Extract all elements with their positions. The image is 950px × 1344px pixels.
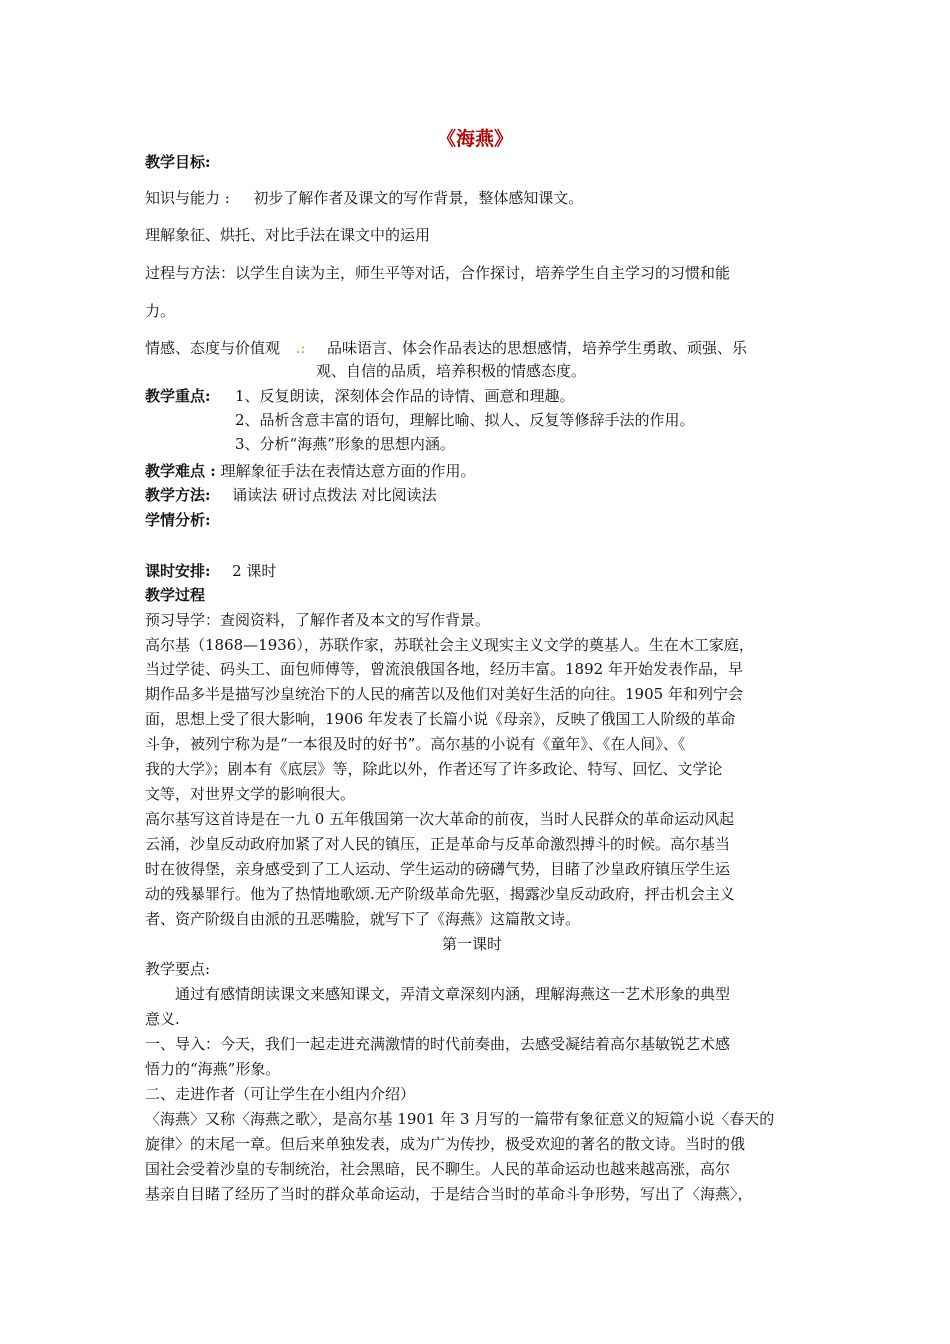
background-line: 云涌，沙皇反动政府加紧了对人民的镇压，正是革命与反革命激烈搏斗的时候。高尔基当 [145,835,731,853]
schedule-row [145,561,276,581]
background-line: 时在彼得堡，亲身感受到了工人运动、学生运动的磅礴气势，目睹了沙皇政府镇压学生运 [145,860,731,878]
lesson1-points-line: 意义. [145,1010,180,1028]
author-bio-line: 斗争，被列宁称为是“一本很及时的好书”。高尔基的小说有《童年》、《在人间》、《 [145,735,686,753]
key-points-label: 教学重点: [145,387,211,405]
process-heading: 教学过程 [145,586,206,604]
goal-emotion [145,338,747,358]
lesson1-points-line: 通过有感情朗读课文来感知课文，弄清文章深刻内涵，理解海燕这一艺术形象的典型 [175,985,731,1003]
goals-heading: 教学目标: [145,153,211,171]
key-point-item: 1、反复朗读，深刻体会作品的诗情、画意和理趣。 [235,387,575,405]
analysis-label: 学情分析: [145,511,211,529]
goal-knowledge-line2: 理解象征、烘托、对比手法在课文中的运用 [145,226,431,244]
goal-emotion-line2: 观、自信的品质，培养积极的情感态度。 [316,362,587,380]
lesson1-heading: 第一课时 [442,935,503,953]
difficulty-text: 理解象征手法在表情达意方面的作用。 [220,462,476,480]
background-line: 者、资产阶级自由派的丑恶嘴脸，就写下了《海燕》这篇散文诗。 [145,910,581,928]
schedule-label: 课时安排: [145,562,211,580]
methods-label: 教学方法: [145,486,211,504]
author-section-line: 基亲自目睹了经历了当时的群众革命运动，于是结合当时的革命斗争形势，写出了〈海燕〉， [145,1185,753,1203]
difficulty-label: 教学难点 : [145,462,216,480]
author-bio-line: 高尔基（1868—1936），苏联作家，苏联社会主义现实主义文学的奠基人。生在木工家庭， [145,636,754,654]
schedule-text: 2 课时 [232,562,277,580]
author-bio-line: 我的大学》；剧本有《底层》等，除此以外，作者还写了许多政论、特写、回忆、文学论 [145,760,723,778]
background-line: 动的残暴罪行。他为了热情地歌颂.无产阶级革命先驱，揭露沙皇反动政府，抨击机会主义 [145,885,735,903]
goal-knowledge-text: 初步了解作者及课文的写作背景，整体感知课文。 [253,189,584,207]
goal-knowledge [145,188,583,208]
intro-line: 悟力的“海燕”形象。 [145,1060,281,1078]
document-title: 《海燕》 [436,128,513,150]
goal-emotion-text: 品味语言、体会作品表达的思想感情，培养学生勇敢、顽强、乐 [326,339,747,357]
goal-emotion-colon: .: [295,339,306,357]
goal-knowledge-label: 知识与能力 : [145,189,230,207]
author-section-line: 〈海燕〉又称〈海燕之歌〉，是高尔基 1901 年 3 月写的一篇带有象征意义的短篇小说〈春天的 [145,1110,775,1128]
key-point-item: 3、分析“海燕”形象的思想内涵。 [235,435,455,453]
author-section-heading: 二、走进作者（可让学生在小组内介绍） [145,1085,416,1103]
author-bio-line: 当过学徒、码头工、面包师傅等，曾流浪俄国各地，经历丰富。1892 年开始发表作品，早 [145,660,743,678]
author-bio-line: 文等，对世界文学的影响很大。 [145,785,356,803]
author-section-line: 旋律〉的末尾一章。但后来单独发表，成为广为传抄，极受欢迎的著名的散文诗。当时的俄 [145,1135,746,1153]
methods-text: 诵读法 研讨点拨法 对比阅读法 [232,486,437,504]
author-bio-line: 期作品多半是描写沙皇统治下的人民的痛苦以及他们对美好生活的向往。1905 年和列宁会 [145,685,743,703]
key-point-item: 2、品析含意丰富的语句，理解比喻、拟人、反复等修辞手法的作用。 [235,411,695,429]
author-bio-line: 面，思想上受了很大影响，1906 年发表了长篇小说《母亲》，反映了俄国工人阶级的革命 [145,710,736,728]
lesson1-points-label: 教学要点: [145,960,211,978]
background-line: 高尔基写这首诗是在一九 0 五年俄国第一次大革命的前夜，当时人民群众的革命运动风起 [145,810,735,828]
goal-process: 过程与方法：以学生自读为主，师生平等对话，合作探讨，培养学生自主学习的习惯和能 [145,264,731,282]
author-section-line: 国社会受着沙皇的专制统治，社会黑暗，民不聊生。人民的革命运动也越来越高涨，高尔 [145,1160,731,1178]
intro-line: 一、导入：今天，我们一起走进充满激情的时代前奏曲，去感受凝结着高尔基敏锐艺术感 [145,1035,731,1053]
goal-process-line2: 力。 [145,302,176,320]
methods-row [145,485,437,505]
goal-emotion-label: 情感、态度与价值观 [145,339,281,357]
preview-line: 预习导学：查阅资料，了解作者及本文的写作背景。 [145,611,491,629]
difficulty-row [145,461,476,481]
